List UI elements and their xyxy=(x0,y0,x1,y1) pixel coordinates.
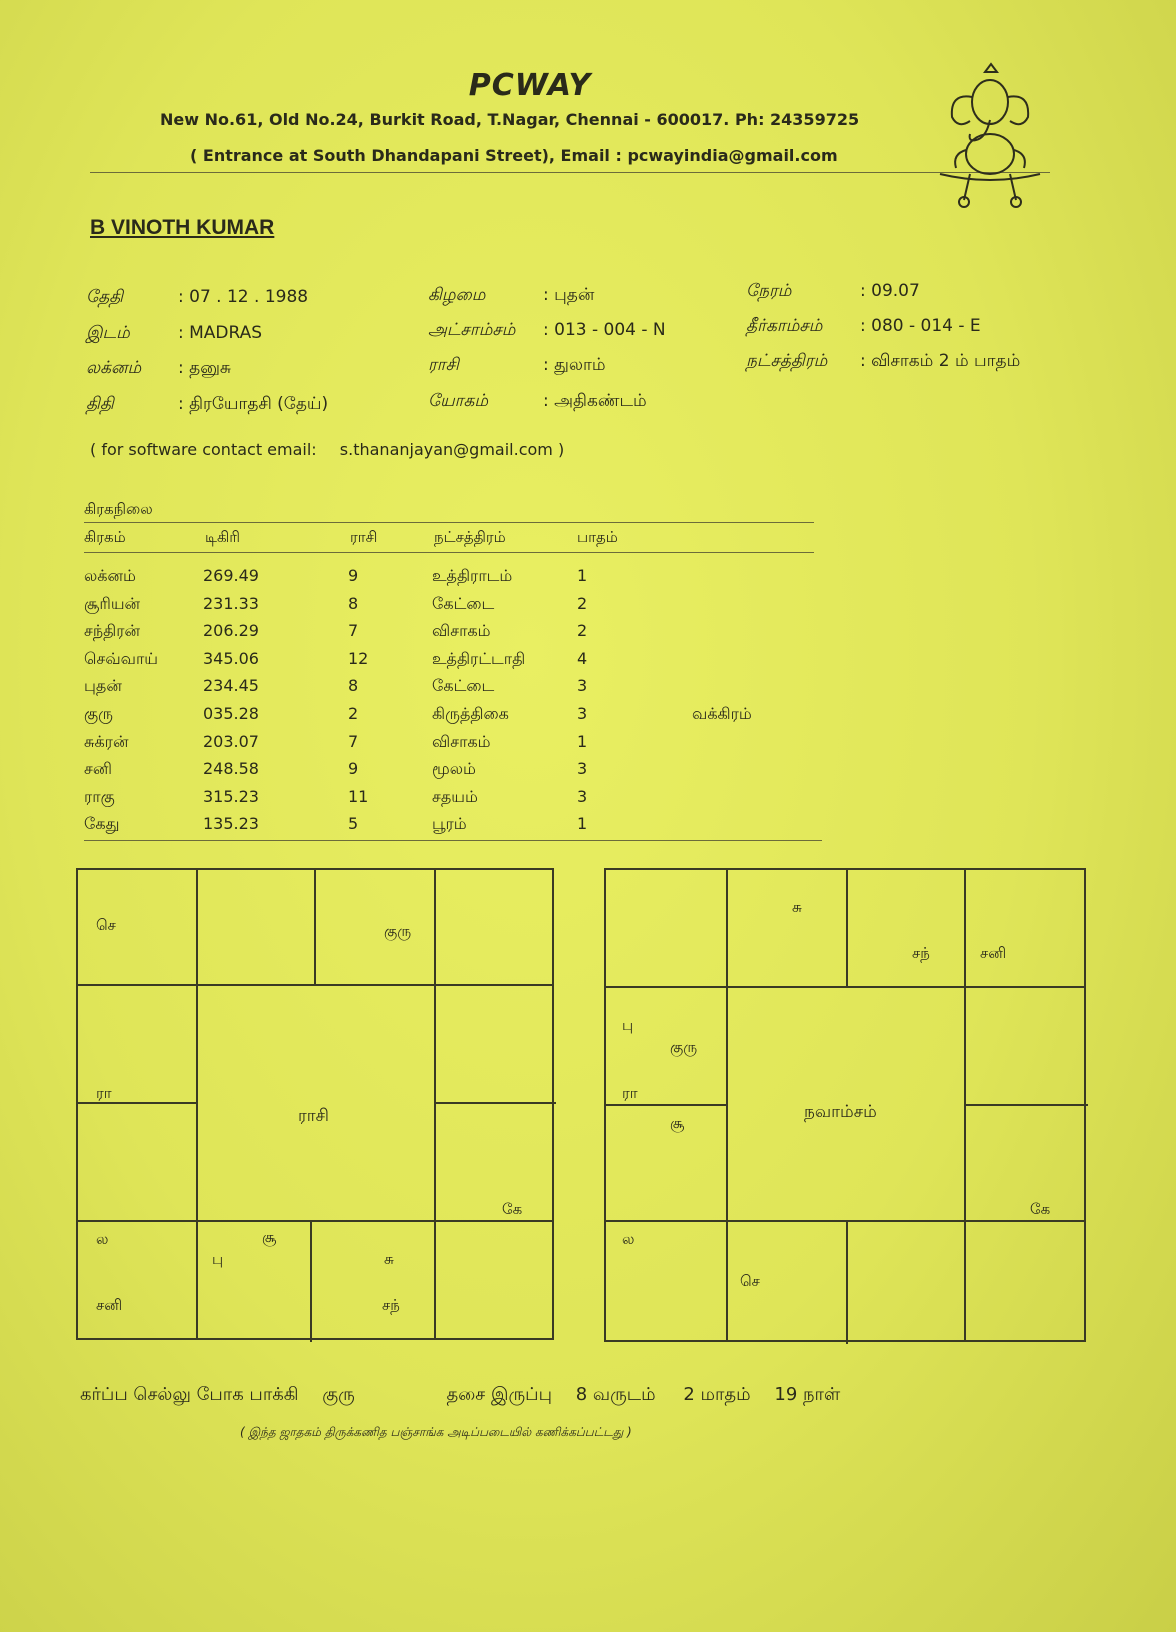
col-header-rasi: ராசி xyxy=(350,528,378,546)
navamsa-saturn: சனி xyxy=(980,944,1007,962)
table-cell-rasi: 9 xyxy=(348,759,359,779)
table-bottom-rule xyxy=(84,840,822,841)
day-label: கிழமை xyxy=(428,285,486,305)
rasi-venus: சு xyxy=(384,1250,394,1268)
navamsa-sun: சூ xyxy=(670,1114,685,1132)
table-cell-star: பூரம் xyxy=(432,814,467,834)
contact-prefix: ( for software contact email: xyxy=(90,440,317,459)
star-label: நட்சத்திரம் xyxy=(746,351,828,371)
table-cell-planet: செவ்வாய் xyxy=(84,648,159,668)
date-label: தேதி xyxy=(86,287,124,307)
table-cell-star: விசாகம் xyxy=(432,621,491,641)
col-header-pada: பாதம் xyxy=(577,528,618,546)
person-name: B VINOTH KUMAR xyxy=(90,216,275,239)
table-cell-degree: 234.45 xyxy=(203,676,259,696)
longitude-value: : 080 - 014 - E xyxy=(860,316,981,336)
rasi-ketu: கே xyxy=(502,1200,523,1218)
star-value: : விசாகம் 2 ம் பாதம் xyxy=(860,351,1021,371)
col-header-star: நட்சத்திரம் xyxy=(434,528,506,546)
table-cell-star: மூலம் xyxy=(432,759,476,779)
table-cell-pada: 4 xyxy=(577,648,588,668)
table-cell-star: கிருத்திகை xyxy=(432,704,509,723)
table-cell-degree: 206.29 xyxy=(203,621,259,641)
navamsa-mars: செ xyxy=(740,1272,760,1290)
table-cell-pada: 3 xyxy=(577,759,588,779)
software-contact xyxy=(90,440,582,459)
dasa-balance-line xyxy=(80,1384,840,1407)
col-header-degree: டிகிரி xyxy=(205,528,241,546)
table-cell-rasi: 8 xyxy=(348,676,359,696)
table-cell-planet: புதன் xyxy=(84,676,122,696)
navamsa-ketu: கே xyxy=(1030,1200,1051,1218)
table-cell-planet: கேது xyxy=(84,814,120,834)
table-cell-star: உத்திராடம் xyxy=(432,566,513,585)
navamsa-chart xyxy=(604,868,1086,1342)
table-cell-planet: குரு xyxy=(84,704,113,723)
table-cell-pada: 1 xyxy=(577,814,588,834)
dasa-balance-label: கர்ப்ப செல்லு போக பாக்கி xyxy=(80,1384,299,1405)
table-cell-degree: 035.28 xyxy=(203,704,259,723)
address-line-2: ( Entrance at South Dhandapani Street), Email : pcwayindia@gmail.com xyxy=(190,146,838,165)
date-value: : 07 . 12 . 1988 xyxy=(178,287,309,307)
table-top-rule xyxy=(84,522,814,523)
navamsa-venus: சு xyxy=(792,898,802,916)
table-cell-rasi: 8 xyxy=(348,593,359,613)
table-cell-rasi: 11 xyxy=(348,786,369,806)
col-header-planet: கிரகம் xyxy=(84,528,126,546)
table-cell-pada: 3 xyxy=(577,786,588,806)
lagna-label: லக்னம் xyxy=(86,358,142,378)
table-cell-rasi: 7 xyxy=(348,731,359,751)
calculation-note: ( இந்த ஜாதகம் திருக்கணித பஞ்சாங்க அடிப்படையில் கணிக்கப்பட்டது ) xyxy=(240,1425,632,1439)
header-divider xyxy=(90,172,1050,173)
dasa-months: 2 மாதம் xyxy=(683,1384,751,1405)
table-cell-degree: 135.23 xyxy=(203,814,259,834)
table-cell-rasi: 5 xyxy=(348,814,359,834)
table-cell-star: கேட்டை xyxy=(432,593,495,613)
place-label: இடம் xyxy=(86,323,130,343)
table-cell-rasi: 2 xyxy=(348,704,359,723)
time-value: : 09.07 xyxy=(860,281,920,301)
latitude-label: அட்சாம்சம் xyxy=(428,320,516,340)
contact-email: s.thananjayan@gmail.com ) xyxy=(339,440,565,459)
rasi-saturn: சனி xyxy=(96,1296,123,1314)
table-cell-degree: 345.06 xyxy=(203,648,259,668)
table-cell-planet: லக்னம் xyxy=(84,566,136,585)
table-cell-degree: 231.33 xyxy=(203,593,259,613)
table-cell-star: உத்திரட்டாதி xyxy=(432,648,526,668)
latitude-value: : 013 - 004 - N xyxy=(543,320,666,340)
rasi-chart xyxy=(76,868,554,1340)
yoga-label: யோகம் xyxy=(428,391,489,411)
table-cell-pada: 1 xyxy=(577,731,588,751)
ganesha-logo-icon xyxy=(930,62,1050,212)
dasa-remaining-label: தசை இருப்பு xyxy=(446,1384,552,1405)
table-cell-degree: 315.23 xyxy=(203,786,259,806)
table-cell-pada: 3 xyxy=(577,676,588,696)
planet-table-caption: கிரகநிலை xyxy=(84,500,153,518)
place-value: : MADRAS xyxy=(178,323,263,343)
table-cell-rasi: 12 xyxy=(348,648,369,668)
dasa-days: 19 நாள் xyxy=(774,1384,841,1405)
table-cell-pada: 2 xyxy=(577,593,588,613)
rasi-sun: சூ xyxy=(262,1228,277,1246)
day-value: : புதன் xyxy=(543,285,595,305)
table-cell-degree: 248.58 xyxy=(203,759,259,779)
table-cell-planet: சுக்ரன் xyxy=(84,731,129,751)
rasi-moon: சந் xyxy=(382,1296,400,1314)
table-cell-note: வக்கிரம் xyxy=(692,704,752,723)
rasi-jupiter: குரு xyxy=(384,922,412,940)
navamsa-mercury: பு xyxy=(622,1016,634,1034)
address-line-1: New No.61, Old No.24, Burkit Road, T.Nagar, Chennai - 600017. Ph: 24359725 xyxy=(160,110,860,129)
table-cell-rasi: 7 xyxy=(348,621,359,641)
rasi-center-label: ராசி xyxy=(298,1106,329,1126)
tithi-label: திதி xyxy=(86,394,114,414)
table-cell-pada: 2 xyxy=(577,621,588,641)
rasi-mars: செ xyxy=(96,916,116,934)
time-label: நேரம் xyxy=(746,281,792,301)
table-cell-star: விசாகம் xyxy=(432,731,491,751)
rasi-rahu: ரா xyxy=(96,1084,112,1102)
table-cell-planet: ராகு xyxy=(84,786,115,806)
lagna-value: : தனுசு xyxy=(178,358,232,378)
table-cell-star: கேட்டை xyxy=(432,676,495,696)
tithi-value: : திரயோதசி (தேய்) xyxy=(178,394,329,414)
navamsa-lagna: ல xyxy=(622,1230,635,1248)
rasi-label: ராசி xyxy=(428,355,459,375)
page-title: PCWAY xyxy=(468,68,592,103)
table-cell-pada: 3 xyxy=(577,704,588,723)
table-cell-pada: 1 xyxy=(577,566,588,585)
navamsa-rahu: ரா xyxy=(622,1084,638,1102)
navamsa-center-label: நவாம்சம் xyxy=(804,1102,877,1122)
navamsa-moon: சந் xyxy=(912,944,930,962)
table-cell-star: சதயம் xyxy=(432,786,478,806)
rasi-mercury: பு xyxy=(212,1250,224,1268)
rasi-lagna: ல xyxy=(96,1230,109,1248)
table-header-rule xyxy=(84,552,814,553)
table-cell-planet: சூரியன் xyxy=(84,593,141,613)
rasi-value: : துலாம் xyxy=(543,355,606,375)
yoga-value: : அதிகண்டம் xyxy=(543,391,647,411)
table-cell-degree: 203.07 xyxy=(203,731,259,751)
longitude-label: தீர்காம்சம் xyxy=(746,316,823,336)
table-cell-degree: 269.49 xyxy=(203,566,259,585)
dasa-years: 8 வருடம் xyxy=(575,1384,656,1405)
table-cell-planet: சந்திரன் xyxy=(84,621,141,641)
table-cell-planet: சனி xyxy=(84,759,112,779)
dasa-planet: குரு xyxy=(322,1384,355,1405)
table-cell-rasi: 9 xyxy=(348,566,359,585)
navamsa-jupiter: குரு xyxy=(670,1038,698,1056)
